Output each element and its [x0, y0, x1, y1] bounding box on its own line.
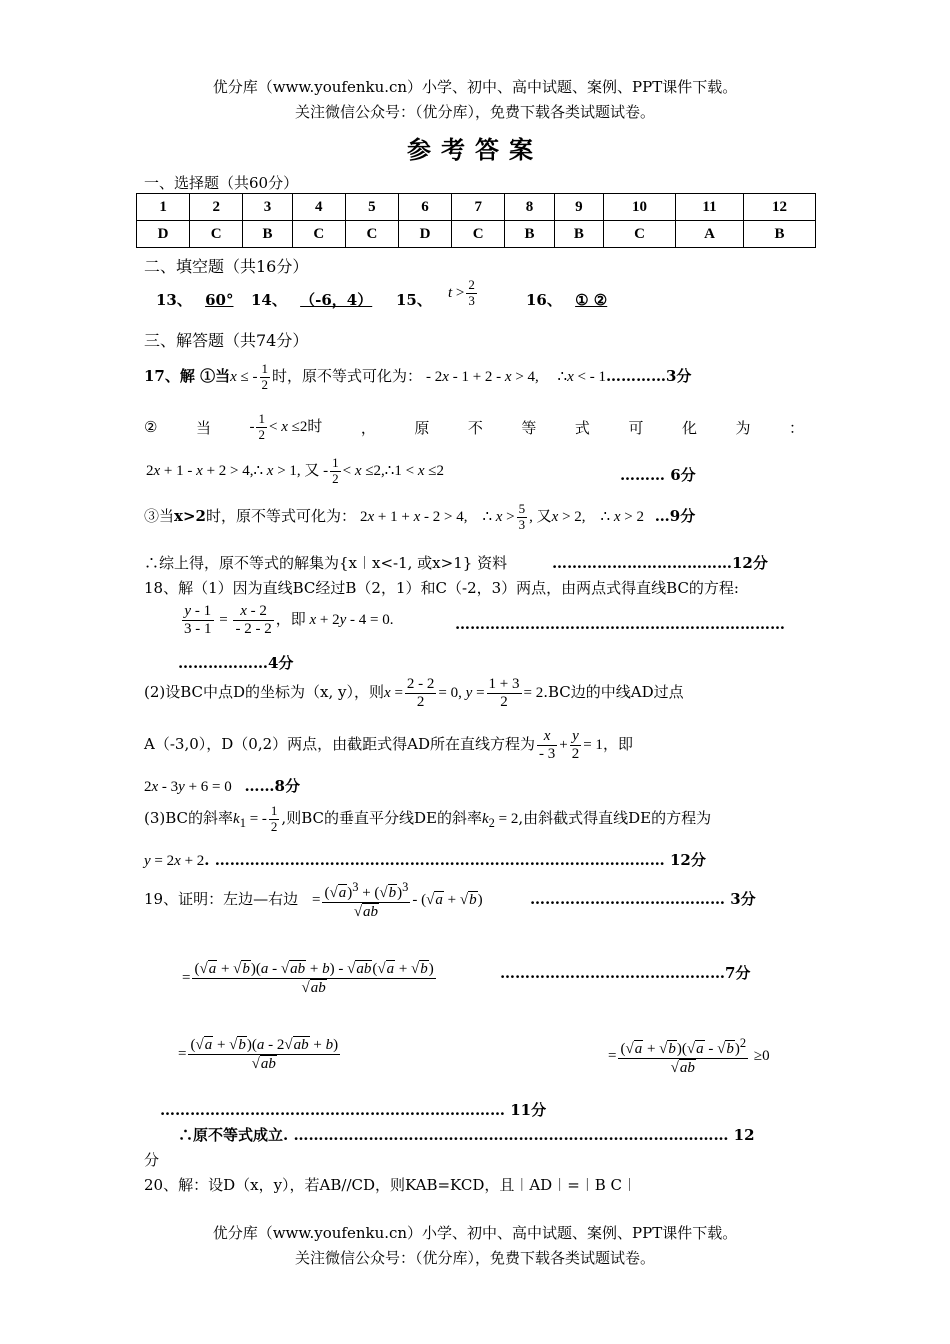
q18-formula-2: x = $\frac{2 - 2}{2}$ = 0, y = $\frac{1 + 3}{2}$ = 2: [384, 676, 544, 711]
answer-cell: C: [345, 221, 398, 248]
q18-part-2-text-2: A（-3,0），D（0,2）两点，由截距式得AD所在直线方程为: [144, 735, 535, 754]
footer-line-1: 优分库（www.youfenku.cn）小学、初中、高中试题、案例、PPT课件下载。: [212, 1224, 738, 1242]
q17-formula-c: - $\frac{1}{2}$ < x ≤2时: [249, 411, 323, 442]
q13-answer: 60°: [205, 291, 234, 309]
header-line-1: 优分库（www.youfenku.cn）小学、初中、高中试题、案例、PPT课件下载。: [212, 78, 738, 96]
answer-cell: C: [452, 221, 505, 248]
question-number: 8: [505, 194, 554, 221]
q18-part-3-tail: ,由斜截式得直线DE的方程为: [518, 808, 712, 827]
q17-formula-d: 2x + 1 + x - 2 > 4, ∴ x > $\frac{5}{3}$ , 又x > 2, ∴ x > 2: [359, 501, 644, 532]
question-number: 5: [345, 194, 398, 221]
q17-score-9: …9分: [654, 506, 696, 525]
q17-word: 不: [467, 418, 483, 437]
q18-part-2-tail: .BC边的中线AD过点: [543, 683, 684, 702]
q17-circle-2: ②: [144, 418, 158, 437]
q18-part-2-tail-2: ，即: [602, 735, 633, 754]
question-number: 6: [398, 194, 451, 221]
q13-label: 13、: [156, 291, 192, 309]
q19-score-3: ………………………………… 3分: [530, 890, 756, 908]
q18-part-2-line-2: [144, 728, 633, 764]
q17-word: 等: [521, 418, 537, 437]
q17-word: ，: [360, 418, 376, 437]
q19-formula-2: = $\frac{(√a + √b)(a - √ab + b) - √ab(√a + √b)}{√ab}$: [182, 961, 434, 997]
question-number: 7: [452, 194, 505, 221]
answer-table: [136, 193, 816, 248]
question-number: 9: [554, 194, 603, 221]
question-number: 1: [137, 194, 190, 221]
q18-part-2-line-3: [144, 775, 300, 796]
q17-score-12: ………………………………12分: [552, 554, 768, 572]
answer-cell: B: [243, 221, 292, 248]
question-number: 4: [292, 194, 345, 221]
question-number: 10: [604, 194, 676, 221]
q17-word: ：: [788, 418, 804, 437]
question-number: 2: [190, 194, 243, 221]
q17-score-3: …………3分: [605, 366, 692, 385]
question-number: 12: [744, 194, 816, 221]
answer-cell: D: [398, 221, 451, 248]
q19-formula-3: = $\frac{(√a + √b)(a - 2√ab + b)}{√ab}$: [178, 1037, 339, 1073]
q14: [251, 289, 380, 310]
q17-circle-3: ③当: [144, 506, 175, 525]
q18-score-4: ………………4分: [178, 654, 294, 672]
q19-formula-4: = $\frac{(√a + √b)(√a - √b)^2}{√ab}$ ≥0: [608, 1036, 770, 1077]
q18-dots: …………………………………………………………: [455, 615, 785, 633]
q19-score-11: …………………………………………………………… 11分: [160, 1101, 547, 1119]
section-2-heading: 二、填空题（共16分）: [144, 257, 309, 276]
q17-cond: x>2: [174, 506, 206, 525]
q17-word: 当: [195, 418, 211, 437]
q17-word: 式: [574, 418, 590, 437]
fill-in-answers: [156, 289, 241, 310]
q19-line-1: [144, 888, 298, 909]
q17-line-3: 2x + 1 - x + 2 > 4,∴ x > 1, 又 - $\frac{1}{2}$ < x ≤2,∴1 < x ≤2: [146, 455, 444, 486]
q17-line-4: [144, 502, 695, 533]
q17-formula-a: x ≤ - $\frac{1}{2}$: [230, 361, 269, 392]
q15-label: 15、: [396, 291, 432, 309]
q15-answer-formula: t > $\frac{2}{3}$: [448, 277, 475, 308]
q17-formula-b: - 2x - 1 + 2 - x > 4, ∴x < - 1: [426, 368, 606, 385]
answer-table-answer-row: [137, 221, 816, 248]
q19-formula-1: = $\frac{(√a)^3 + (√b)^3}{√ab}$ - (√a + √b): [312, 880, 483, 921]
q17-score-6: ……… 6分: [620, 466, 696, 484]
q18-part-3-text: (3)BC的斜率: [144, 808, 234, 827]
answer-cell: C: [190, 221, 243, 248]
answer-cell: B: [505, 221, 554, 248]
q18-line-1: 18、解（1）因为直线BC经过B（2，1）和C（-2，3）两点，由两点式得直线BC的方程:: [144, 579, 739, 597]
answer-cell: B: [554, 221, 603, 248]
q19-conclusion: ∴原不等式成立. …………………………………………………………………………… 12: [178, 1126, 755, 1144]
q19-score-unit: 分: [144, 1151, 160, 1169]
answer-cell: D: [137, 221, 190, 248]
q17-word: 可: [628, 418, 644, 437]
q18-part-2-text: (2)设BC中点D的坐标为（x, y），则: [144, 683, 385, 702]
q18-part-2-line-1: [144, 676, 684, 712]
answer-cell: C: [292, 221, 345, 248]
q17-line-1: [144, 362, 691, 393]
q16: [526, 289, 615, 310]
question-number: 11: [675, 194, 743, 221]
q18-formula-5: $k_1$ = - $\frac{1}{2}$: [233, 803, 278, 834]
section-1-heading: 一、选择题（共60分）: [144, 174, 299, 192]
q17-conclusion: ∴综上得，原不等式的解集为{x︱x<-1, 或x>1} 资料: [144, 554, 508, 572]
section-3-heading: 三、解答题（共74分）: [144, 331, 309, 350]
q17-word: 原: [414, 418, 430, 437]
q17-line-2: [144, 412, 804, 443]
q16-label: 16、: [526, 291, 562, 309]
q17-mid-3: 时，原不等式可化为：: [205, 506, 356, 525]
q18-part-3-line-2: [144, 849, 706, 870]
q18-part-3-mid: ,则BC的垂直平分线DE的斜率: [281, 808, 482, 827]
q17-word: 时: [307, 418, 323, 435]
footer-line-2: 关注微信公众号：（优分库），免费下载各类试题试卷。: [294, 1249, 655, 1267]
q17-word: 化: [681, 418, 697, 437]
q19-prefix: 19、证明：左边—右边: [144, 890, 299, 908]
q18-mid: ，即: [275, 612, 306, 629]
q18-formula-6: $k_2 = 2$: [481, 810, 519, 830]
page-title: 参考答案: [407, 135, 543, 164]
answer-cell: A: [675, 221, 743, 248]
q20-line-1: 20、解：设D（x，y），若AB//CD，则KAB=KCD，且︱AD︱=︱B C︱: [144, 1176, 638, 1194]
q18-formula-7: y = 2x + 2: [144, 853, 205, 869]
q18-formula-4: 2x - 3y + 6 = 0: [144, 779, 232, 795]
q17-prefix: 17、解 ①当: [144, 366, 231, 385]
q17-word: 为: [735, 418, 751, 437]
question-number: 3: [243, 194, 292, 221]
q18-part-3-line-1: [144, 804, 711, 835]
q18-score-12: . ……………………………………………………………………………… 12分: [204, 851, 706, 869]
answer-cell: C: [604, 221, 676, 248]
q16-answer: ① ②: [575, 291, 608, 309]
q14-answer: （-6，4）: [300, 291, 373, 309]
answer-cell: B: [744, 221, 816, 248]
q18-score-8: ……8分: [244, 777, 300, 795]
q18-formula-1: $\frac{y - 1}{3 - 1}$ = $\frac{x - 2}{- 2 - 2}$ ，即 x + 2y - 4 = 0.: [184, 603, 394, 638]
q17-mid: 时，原不等式可化为：: [272, 366, 423, 385]
q14-label: 14、: [251, 291, 287, 309]
answer-table-number-row: [137, 194, 816, 221]
q18-formula-3: $\frac{x}{- 3}$ + $\frac{y}{2}$ = 1: [539, 728, 603, 763]
q19-score-7: ………………………………………7分: [500, 964, 751, 982]
header-line-2: 关注微信公众号：（优分库），免费下载各类试题试卷。: [294, 103, 655, 121]
